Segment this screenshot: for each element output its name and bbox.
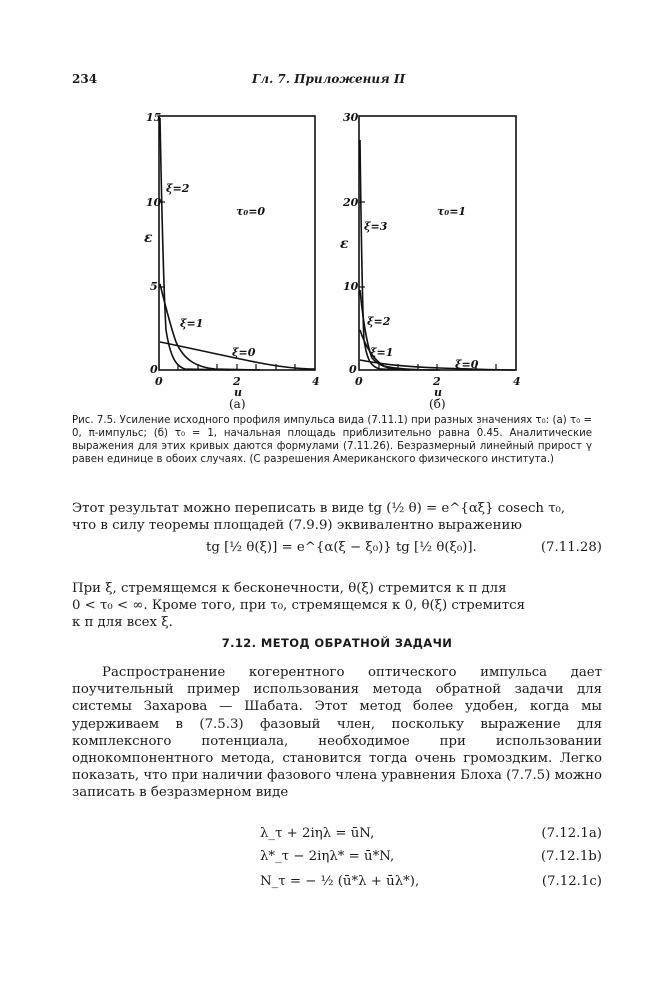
panel-b-xvar: u [434, 386, 442, 399]
page-number: 234 [72, 72, 98, 86]
paragraph-line: При ξ, стремящемся к бесконечности, θ(ξ) стремится к π для [72, 581, 507, 596]
panel-b-xtick-4: 4 [513, 375, 521, 388]
panel-b-label-xi0: ξ=0 [455, 358, 479, 371]
equation-formula: N_τ = − ½ (ū*λ + ūλ*), [260, 874, 420, 889]
panel-a-xtick-0: 0 [155, 375, 163, 388]
panel-b-xtick-2: 2 [433, 375, 441, 388]
panel-a-label: (a) [229, 397, 246, 411]
equation-number: (7.12.1c) [541, 874, 602, 889]
equation-formula: λ_τ + 2iηλ = ūN, [260, 826, 375, 841]
equation-7-12-1b [72, 849, 602, 869]
paragraph-line: Этот результат можно переписать в виде tg (½ θ) = e^{αξ} cosech τ₀, [72, 501, 566, 516]
equation-7-12-1a [72, 826, 602, 846]
panel-b-yvar: ε [340, 236, 349, 252]
running-title: Гл. 7. Приложения II [252, 72, 406, 86]
equation-formula: tg [½ θ(ξ)] = e^{α(ξ − ξ₀)} tg [½ θ(ξ₀)]. [206, 540, 477, 555]
panel-b-ytick-10: 10 [343, 280, 359, 293]
paragraph-limit [72, 580, 602, 632]
paragraph-line: что в силу теоремы площадей (7.9.9) эквивалентно выражению [72, 518, 522, 534]
panel-b-label: (б) [429, 397, 446, 411]
curve-a-xi2 [160, 118, 230, 370]
section-heading: 7.12. МЕТОД ОБРАТНОЙ ЗАДАЧИ [221, 636, 453, 650]
panel-a-param: τ₀=0 [236, 205, 266, 218]
panel-a-frame [159, 116, 315, 370]
panel-a-yvar: ε [144, 230, 153, 246]
paragraph-line: 0 < τ₀ < ∞. Кроме того, при τ₀, стремящемся к 0, θ(ξ) стремится [72, 598, 526, 614]
panel-b-param: τ₀=1 [437, 205, 467, 218]
panel-b-ytick-30: 30 [343, 111, 359, 124]
paragraph-result [72, 500, 602, 534]
equation-number: (7.11.28) [540, 540, 602, 555]
equation-number: (7.12.1b) [540, 849, 602, 864]
panel-a-ytick-10: 10 [146, 196, 162, 209]
panel-b-label-xi3: ξ=3 [364, 220, 388, 233]
panel-a-ytick-5: 5 [150, 280, 158, 293]
panel-a-xtick-2: 2 [233, 375, 241, 388]
figure-7-5 [0, 0, 666, 415]
panel-a-ytick-0: 0 [150, 363, 158, 376]
panel-a-label-xi1: ξ=1 [180, 317, 204, 330]
panel-b-frame [359, 116, 516, 370]
equation-number: (7.12.1a) [541, 826, 602, 841]
panel-a-label-xi2: ξ=2 [166, 182, 190, 195]
panel-a-ytick-15: 15 [146, 111, 162, 124]
curve-b-xi3 [360, 140, 410, 370]
equation-7-11-28 [72, 540, 602, 564]
paragraph-inverse-method: Распространение когерентного оптического импульса дает поучительный пример использования метода обратной задачи для системы Захарова — Шабата. Этот метод более удобен, когда мы удерживаем в (7.5.3) фазовый член, поскольку выражение для комплексного потенциала, необходимое при использовании однокомпонентного метода, становится тогда очень громоздким. Легко показать, что при наличии фазового члена уравнения Блоха (7.7.5) можно записать в безразмерном виде [72, 665, 603, 801]
panel-a-xvar: u [234, 386, 242, 399]
panel-b-ytick-0: 0 [349, 363, 357, 376]
panel-b-label-xi2: ξ=2 [367, 315, 391, 328]
equation-formula: λ*_τ − 2iηλ* = ū*N, [260, 849, 395, 864]
figure-caption: Рис. 7.5. Усиление исходного профиля импульса вида (7.11.1) при разных значениях τ₀: (a) τ₀ = 0, π-импульс; (б) τ₀ = 1, начальная площадь приблизительно равна 0.45. Аналитические выражения для этих кривых даются формулами (7.11.26). Безразмерный линейный прирост γ равен единице в обоих случаях. (С разрешения Американского физического института.) [72, 415, 592, 465]
panel-b-label-xi1: ξ=1 [370, 346, 394, 359]
panel-a-xtick-4: 4 [312, 375, 320, 388]
panel-a-label-xi0: ξ=0 [232, 346, 256, 359]
paragraph-line: к π для всех ξ. [72, 615, 173, 631]
panel-b-xtick-0: 0 [355, 375, 363, 388]
equation-7-12-1c [72, 874, 602, 894]
panel-b-ytick-20: 20 [343, 196, 359, 209]
